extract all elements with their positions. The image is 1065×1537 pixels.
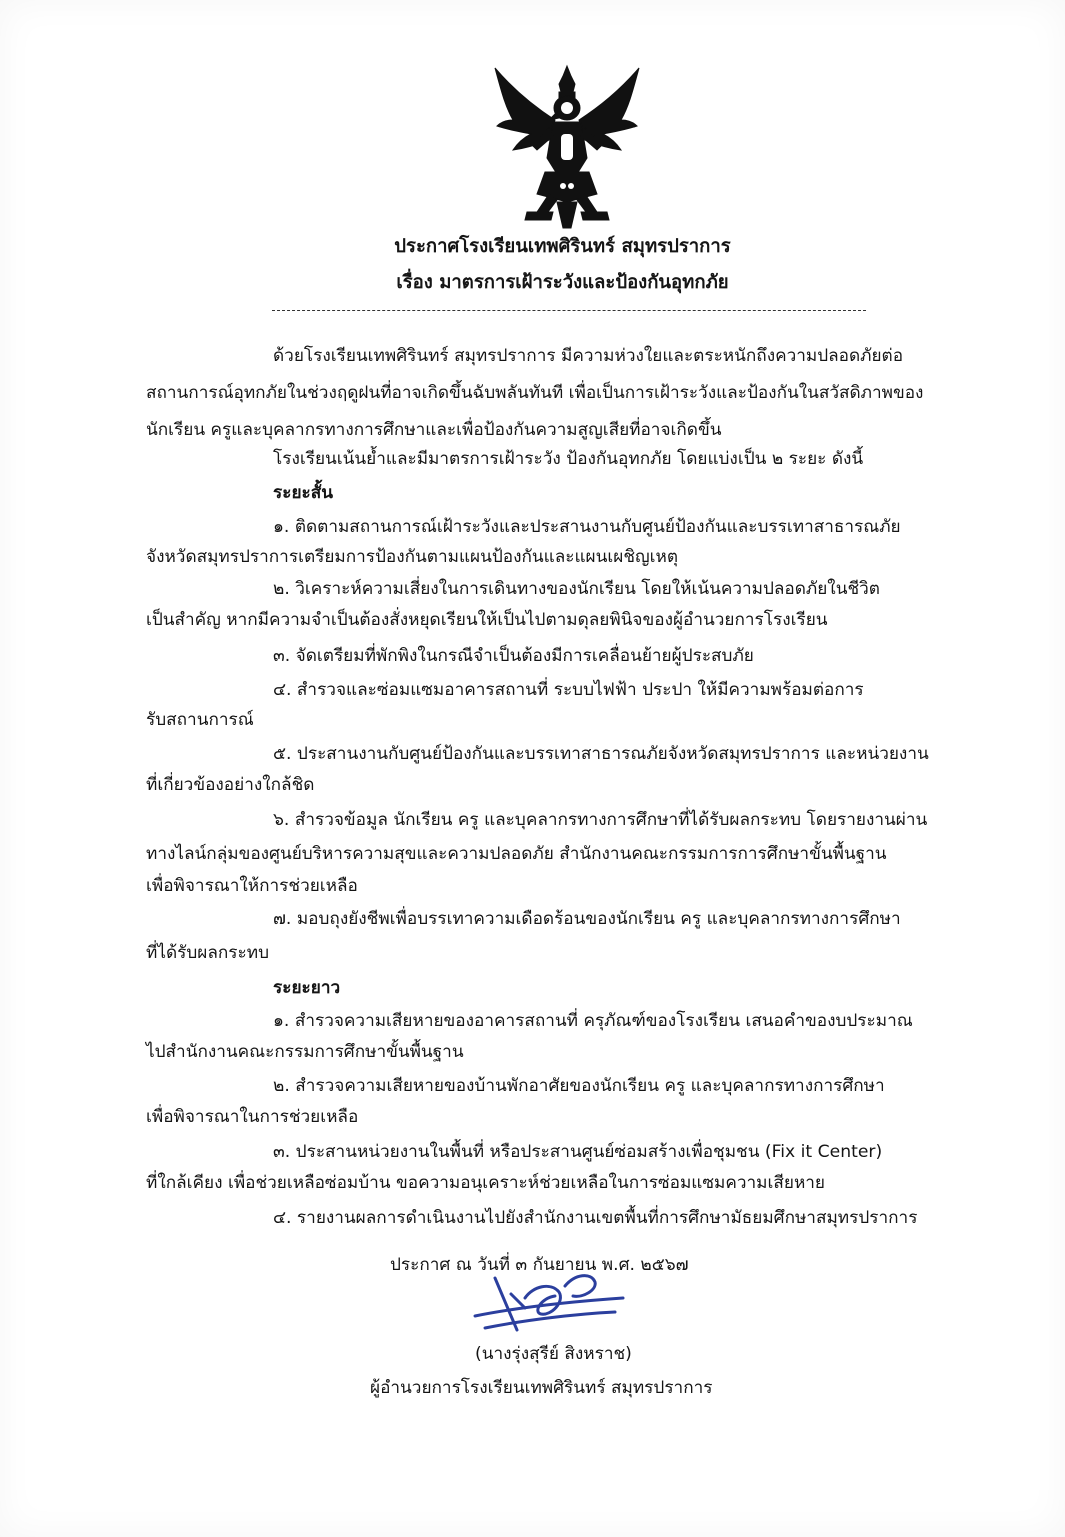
intro-line-1: ด้วยโรงเรียนเทพศิรินทร์ สมุทรปราการ มีความห่วงใยและตระหนักถึงความปลอดภัยต่อ	[273, 346, 904, 366]
long-term-item-4: ๔. รายงานผลการดำเนินงานไปยังสำนักงานเขตพื้นที่การศึกษามัธยมศึกษาสมุทรปราการ	[273, 1208, 918, 1228]
short-term-item-6-cont: ทางไลน์กลุ่มของศูนย์บริหารความสุขและความปลอดภัย สำนักงานคณะกรรมการการศึกษาขั้นพื้นฐาน	[146, 844, 887, 864]
intro-line-3: นักเรียน ครูและบุคลากรทางการศึกษาและเพื่อป้องกันความสูญเสียที่อาจเกิดขึ้น	[146, 420, 722, 440]
short-term-item-1-cont: จังหวัดสมุทรปราการเตรียมการป้องกันตามแผนป้องกันและแผนเผชิญเหตุ	[146, 547, 678, 567]
long-term-item-3: ๓. ประสานหน่วยงานในพื้นที่ หรือประสานศูนย์ซ่อมสร้างเพื่อชุมชน (Fix it Center)	[273, 1142, 883, 1162]
short-term-item-7-cont: ที่ได้รับผลกระทบ	[146, 943, 269, 963]
long-term-item-2: ๒. สำรวจความเสียหายของบ้านพักอาศัยของนักเรียน ครู และบุคลากรทางการศึกษา	[273, 1076, 885, 1096]
short-term-item-2-cont: เป็นสำคัญ หากมีความจำเป็นต้องสั่งหยุดเรียนให้เป็นไปตามดุลยพินิจของผู้อำนวยการโรงเรียน	[146, 610, 828, 630]
signatory-name: (นางรุ่งสุรีย์ สิงหราช)	[475, 1344, 632, 1364]
short-term-item-7: ๗. มอบถุงยังชีพเพื่อบรรเทาความเดือดร้อนของนักเรียน ครู และบุคลากรทางการศึกษา	[273, 909, 901, 929]
intro-line-2: สถานการณ์อุทกภัยในช่วงฤดูฝนที่อาจเกิดขึ้นฉับพลันทันที เพื่อเป็นการเฝ้าระวังและป้องกันในสวัสดิภาพของ	[146, 383, 924, 403]
announcement-title: ประกาศโรงเรียนเทพศิรินทร์ สมุทรปราการ	[394, 236, 731, 257]
divider-rule	[272, 310, 866, 311]
short-term-item-6: ๖. สำรวจข้อมูล นักเรียน ครู และบุคลากรทางการศึกษาที่ได้รับผลกระทบ โดยรายงานผ่าน	[273, 810, 928, 830]
intro-line-4: โรงเรียนเน้นย้ำและมีมาตรการเฝ้าระวัง ป้องกันอุทกภัย โดยแบ่งเป็น ๒ ระยะ ดังนี้	[273, 449, 864, 469]
short-term-item-4: ๔. สำรวจและซ่อมแซมอาคารสถานที่ ระบบไฟฟ้า ประปา ให้มีความพร้อมต่อการ	[273, 680, 864, 700]
short-term-heading: ระยะสั้น	[273, 483, 334, 503]
short-term-item-5-cont: ที่เกี่ยวข้องอย่างใกล้ชิด	[146, 775, 315, 795]
short-term-item-1: ๑. ติดตามสถานการณ์เฝ้าระวังและประสานงานกับศูนย์ป้องกันและบรรเทาสาธารณภัย	[273, 517, 901, 537]
short-term-item-6-cont2: เพื่อพิจารณาให้การช่วยเหลือ	[146, 876, 358, 896]
long-term-item-3-cont: ที่ใกล้เคียง เพื่อช่วยเหลือซ่อมบ้าน ขอความอนุเคราะห์ช่วยเหลือในการซ่อมแซมความเสียหาย	[146, 1173, 825, 1193]
short-term-item-4-cont: รับสถานการณ์	[146, 710, 254, 730]
long-term-item-2-cont: เพื่อพิจารณาในการช่วยเหลือ	[146, 1107, 359, 1127]
garuda-emblem-icon	[487, 62, 647, 230]
signature-mark	[455, 1268, 635, 1348]
long-term-item-1-cont: ไปสำนักงานคณะกรรมการศึกษาขั้นพื้นฐาน	[146, 1042, 464, 1062]
announcement-date: ประกาศ ณ วันที่ ๓ กันยายน พ.ศ. ๒๕๖๗	[390, 1255, 689, 1275]
long-term-heading: ระยะยาว	[273, 978, 341, 998]
short-term-item-5: ๕. ประสานงานกับศูนย์ป้องกันและบรรเทาสาธารณภัยจังหวัดสมุทรปราการ และหน่วยงาน	[273, 744, 929, 764]
announcement-subject: เรื่อง มาตรการเฝ้าระวังและป้องกันอุทกภัย	[396, 272, 729, 293]
signatory-position: ผู้อำนวยการโรงเรียนเทพศิรินทร์ สมุทรปราการ	[370, 1378, 713, 1398]
long-term-item-1: ๑. สำรวจความเสียหายของอาคารสถานที่ ครุภัณฑ์ของโรงเรียน เสนอคำของบประมาณ	[273, 1011, 913, 1031]
short-term-item-3: ๓. จัดเตรียมที่พักพิงในกรณีจำเป็นต้องมีการเคลื่อนย้ายผู้ประสบภัย	[273, 646, 754, 666]
short-term-item-2: ๒. วิเคราะห์ความเสี่ยงในการเดินทางของนักเรียน โดยให้เน้นความปลอดภัยในชีวิต	[273, 579, 880, 599]
